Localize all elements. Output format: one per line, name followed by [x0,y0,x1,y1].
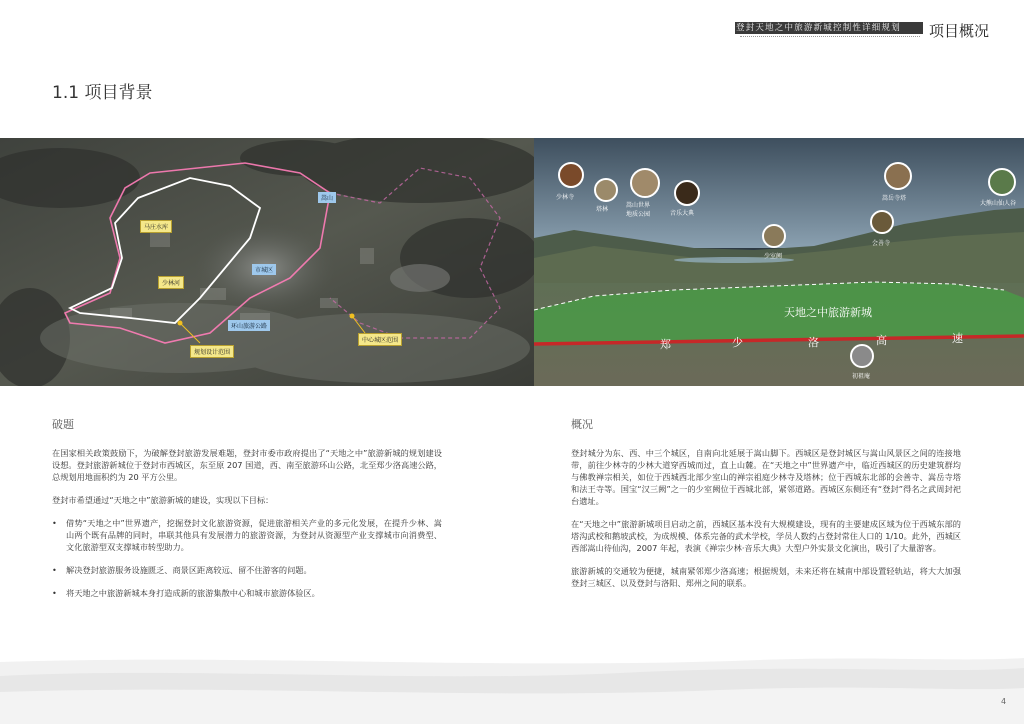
footer-band [0,652,1024,724]
right-column [571,416,961,600]
highway-char-2: 少 [732,336,743,349]
new-town-area-label: 天地之中旅游新城 [784,306,872,319]
satellite-map-graphic [0,138,534,386]
highway-char-4: 高 [876,334,887,347]
highway-char-1: 郑 [660,338,671,351]
map-label-planning-scope: 规划设计范围 [190,345,234,358]
poi-label-shaolin: 少林寺 [556,194,575,201]
left-column [52,416,442,610]
poi-label-songyue: 嵩岳寺塔 [882,195,907,202]
map-label-mazhuang: 马庄水库 [140,220,172,233]
right-column-heading: 概况 [571,418,593,431]
goal-item: • 借势“天地之中”世界遗产，挖掘登封文化旅游资源，促进旅游相关产业的多元化发展，在提升少林、嵩山两个既有品牌的同时，串联其他具有发展潜力的旅游资源，为登封从资源型产业支撑城市向消费型、文化旅游型双支撑城市转型助力。 [52,517,442,553]
poi-photo-talin[interactable] [594,178,618,202]
map-label-city-area: 市城区 [252,264,276,275]
satellite-map [0,138,534,386]
poi-label-chuzu: 初祖庵 [852,373,871,380]
perspective-map [534,138,1024,386]
poi-label-talin: 塔林 [596,206,609,213]
highway-char-5: 速 [952,332,963,345]
poi-photo-music[interactable] [674,180,700,206]
poi-photo-songyue[interactable] [884,162,912,190]
poi-label-shaoshique: 少室阙 [764,253,783,260]
poi-label-daxiongshan: 大熊山仙人谷 [980,200,1017,207]
poi-label-music: 音乐大典 [670,210,695,217]
left-paragraph-2: 登封市希望通过“天地之中”旅游新城的建设，实现以下目标： [52,495,274,505]
map-label-songshan: 嵩山 [318,192,336,203]
right-paragraph-2: 在“天地之中”旅游新城项目启动之前，西城区基本没有大规模建设，现有的主要建成区域为位于西城东部的塔沟武校和鹅坡武校，为成规模、体系完备的武术学校，学员人数约占登封常住人口的 1/10。此外，西城区西部嵩山待仙沟，2007 年起，表演《禅宗少林·音乐大典》大型户外实景文化演出，吸引了大量游客。 [571,519,961,553]
section-title: 1.1 项目背景 [52,83,153,103]
footer-wave-graphic [0,652,1024,724]
right-paragraph-1: 登封城分为东、西、中三个城区，自南向北延展于嵩山脚下。西城区是登封城区与嵩山风景区之间的连接地带，前往少林寺的少林大道穿西城而过，直上山麓。在“天地之中”世界遗产中，临近西城区的历史建筑群均与佛教禅宗相关，如位于西城西北部少室山的禅宗祖庭少林寺及塔林；位于西城东北部的会善寺、嵩岳寺塔和法王寺等。国宝“汉三阙”之一的少室阙位于西城北部，紧邻道路。西城区东侧还有“登封”得名之武周封祀台遗址。 [571,448,961,506]
header-section-title: 项目概况 [929,22,990,40]
poi-photo-geopark[interactable] [630,168,660,198]
goal-item: • 将天地之中旅游新城本身打造成新的旅游集散中心和城市旅游体验区。 [52,587,442,599]
map-label-ring-road: 环山旅游公路 [228,320,270,331]
poi-label-huishan: 会善寺 [872,240,891,247]
poi-photo-shaoshique[interactable] [762,224,786,248]
map-label-shaolin-river: 少林河 [158,276,184,289]
left-column-heading: 破题 [52,418,74,431]
perspective-map-graphic [534,138,1024,386]
header-doc-title: 登封天地之中旅游新城控制性详细规划 [736,23,901,33]
right-paragraph-3: 旅游新城的交通较为便捷，城南紧邻郑少洛高速；根据规划，未来还将在城南中部设置轻轨站，将大大加强登封三城区、以及登封与洛阳、郑州之间的联系。 [571,566,961,588]
poi-photo-daxiongshan[interactable] [988,168,1016,196]
header-dotted-rule [740,36,920,40]
map-label-center-city: 中心城区范围 [358,333,402,346]
goal-item: • 解决登封旅游服务设施匮乏、商景区距离较远、留不住游客的问题。 [52,564,442,576]
page-number: 4 [1001,697,1007,706]
left-paragraph-1: 在国家相关政策鼓励下，为破解登封旅游发展难题，登封市委市政府提出了“天地之中”旅游新城的规划建设设想。登封旅游新城位于登封市西城区，东至原 207 国道，西、南至旅游环山公路，北至郑少洛高速公路，总规划用地面积约为 20 平方公里。 [52,448,442,482]
goals-list [52,517,442,599]
poi-photo-shaolin[interactable] [558,162,584,188]
poi-photo-chuzu[interactable] [850,344,874,368]
poi-label-geopark: 嵩山世界 地质公园 [626,202,651,218]
highway-char-3: 洛 [808,336,819,349]
poi-photo-huishan[interactable] [870,210,894,234]
